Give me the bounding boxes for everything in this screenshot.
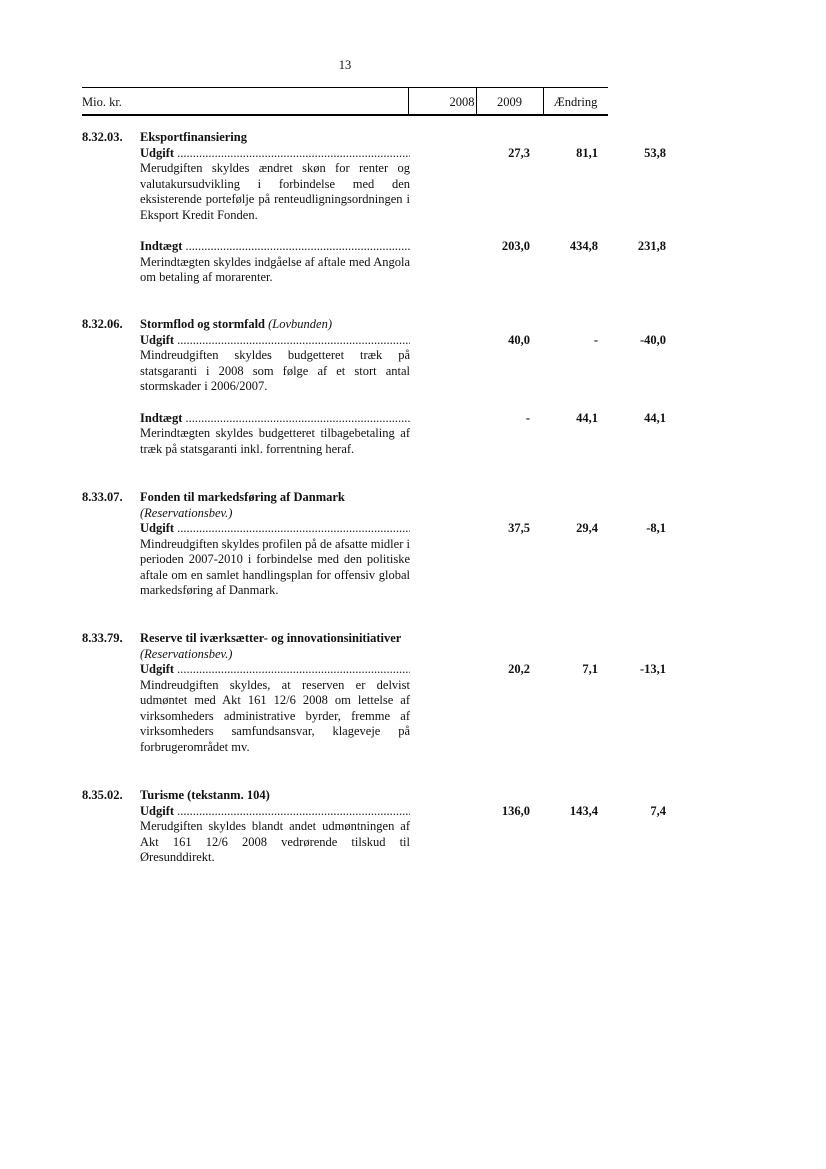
page-number: 13 <box>338 58 352 72</box>
account-code: 8.32.06. <box>82 317 123 331</box>
value-2009: 434,8 <box>569 239 598 253</box>
section-title: Reserve til iværksætter- og innovationsinitiativer (Reservationsbev.) <box>140 631 402 661</box>
column-2008-header: 2008 <box>449 95 475 109</box>
section-title-note: (Lovbunden) <box>268 317 332 331</box>
value-change: 44,1 <box>644 410 666 425</box>
value-change: 53,8 <box>644 145 666 160</box>
value-2008: 203,0 <box>501 239 530 253</box>
value-2009: - <box>593 332 598 347</box>
section-title-note: (Reservationsbev.) <box>140 505 233 520</box>
budget-item <box>140 239 666 286</box>
item-label: Udgift ..... <box>140 521 410 537</box>
item-explanation: Merudgiften skyldes blandt andet udmøntningen af Akt 161 12/6 2008 vedrørende tilskud til Øresunddirekt. <box>140 819 410 864</box>
value-2008: 40,0 <box>508 332 530 347</box>
value-2008: 37,5 <box>508 521 530 535</box>
section-title: Eksportfinansiering <box>140 130 247 144</box>
column-2009-header: 2009 <box>497 95 522 109</box>
section-title: Fonden til markedsføring af Danmark (Reservationsbev.) <box>140 490 345 520</box>
account-code: 8.35.02. <box>82 788 123 802</box>
table-header <box>82 87 608 116</box>
item-label: Indtægt ..... <box>140 411 410 427</box>
budget-item <box>140 662 666 755</box>
column-change-header: Ændring <box>553 95 598 109</box>
account-code: 8.33.07. <box>82 490 123 504</box>
value-change: -8,1 <box>646 521 666 535</box>
item-explanation: Merindtægten skyldes indgåelse af aftale med Angola om betaling af morarenter. <box>140 254 410 284</box>
value-2008: 136,0 <box>501 803 530 818</box>
item-label: Udgift ..... <box>140 804 410 820</box>
budget-item <box>140 803 666 866</box>
item-explanation: Merudgiften skyldes ændret skøn for renter og valutakursudvikling i forbindelse med den eksisterende portefølje på renteudligningsordningen i Eksport Kredit Fonden. <box>140 161 410 222</box>
section-title: Stormflod og stormfald (Lovbunden) <box>140 317 332 331</box>
account-code: 8.32.03. <box>82 130 123 144</box>
item-explanation: Merindtægten skyldes budgetteret tilbagebetaling af træk på statsgaranti inkl. forrentning heraf. <box>140 426 410 456</box>
item-label: Udgift ..... <box>140 333 410 349</box>
section-title: Turisme (tekstanm. 104) <box>140 788 270 802</box>
budget-item <box>140 332 666 395</box>
item-label: Udgift ..... <box>140 146 410 162</box>
item-label: Udgift ..... <box>140 662 410 678</box>
value-2009: 81,1 <box>576 145 598 160</box>
value-2008: 20,2 <box>508 662 530 676</box>
budget-item <box>140 145 666 224</box>
value-change: 7,4 <box>650 803 666 818</box>
item-explanation: Mindreudgiften skyldes profilen på de afsatte midler i perioden 2007-2010 i forbindelse med den politiske aftale om en samlet handlingsplan for offensiv global markedsføring af Danmark. <box>140 536 410 597</box>
item-label: Indtægt ..... <box>140 239 410 255</box>
value-change: -40,0 <box>639 332 666 347</box>
item-explanation: Mindreudgiften skyldes budgetteret træk på statsgaranti i 2008 som følge af et stort antal stormskader i 2006/2007. <box>140 348 410 393</box>
item-explanation: Mindreudgiften skyldes, at reserven er delvist udmøntet med Akt 161 12/6 2008 om lettelse af virksomheders administrative byrder, fremme af virksomheders samfundsansvar, klageveje på forbrugerområdet mv. <box>140 677 410 754</box>
value-2009: 143,4 <box>569 803 598 818</box>
account-code: 8.33.79. <box>82 631 123 645</box>
value-2008: - <box>525 410 530 425</box>
unit-label: Mio. kr. <box>82 95 122 109</box>
value-2009: 29,4 <box>576 521 598 535</box>
section-title-note: (Reservationsbev.) <box>140 646 233 661</box>
budget-item <box>140 521 666 599</box>
value-2008: 27,3 <box>508 145 530 160</box>
value-2009: 44,1 <box>576 410 598 425</box>
budget-item <box>140 410 666 458</box>
value-change: -13,1 <box>639 662 666 676</box>
value-change: 231,8 <box>637 239 666 253</box>
value-2009: 7,1 <box>582 662 598 676</box>
